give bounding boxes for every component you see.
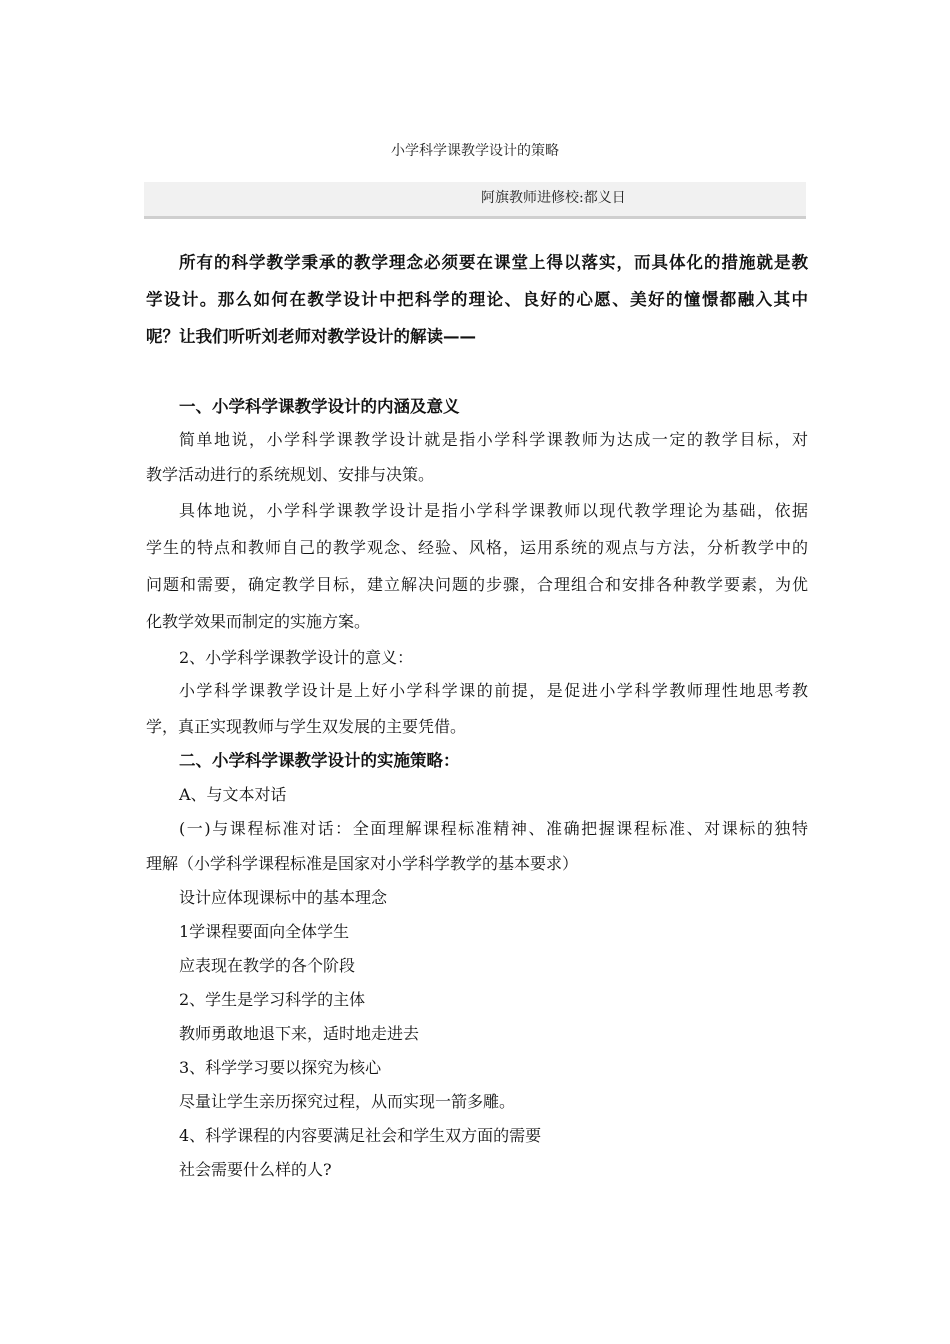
document-title: 小学科学课教学设计的策略 <box>391 143 559 159</box>
section2-heading: 二、小学科学课教学设计的实施策略： <box>179 751 460 770</box>
section2-item: 社会需要什么样的人? <box>179 1160 332 1179</box>
intro-line: 呢？让我们听听刘老师对教学设计的解读—— <box>146 327 476 346</box>
section2-para1-line: (一)与课程标准对话：全面理解课程标准精神、准确把握课程标准、对课标的独特 <box>179 819 808 838</box>
intro-line: 所有的科学教学秉承的教学理念必须要在课堂上得以落实，而具体化的措施就是教 <box>179 253 808 272</box>
section2-item: 教师勇敢地退下来，适时地走进去 <box>179 1024 420 1043</box>
section1-para2-line: 问题和需要，确定教学目标，建立解决问题的步骤，合理组合和安排各种教学要素，为优 <box>146 575 808 594</box>
section2-item: 4、科学课程的内容要满足社会和学生双方面的需要 <box>179 1126 542 1145</box>
author-line: 阿旗教师进修校:都义日 <box>481 190 626 206</box>
section2-item: 尽量让学生亲历探究过程，从而实现一箭多雕。 <box>179 1092 516 1111</box>
section2-para1-line: 理解（小学科学课程标准是国家对小学科学教学的基本要求） <box>146 854 579 873</box>
section1-para2-line: 化教学效果而制定的实施方案。 <box>146 612 371 631</box>
section2-item: 1学课程要面向全体学生 <box>179 922 350 941</box>
section1-heading: 一、小学科学课教学设计的内涵及意义 <box>179 397 460 416</box>
section1-para3-line: 小学科学课教学设计是上好小学科学课的前提，是促进小学科学教师理性地思考教 <box>179 681 808 700</box>
section1-para2-line: 具体地说，小学科学课教学设计是指小学科学课教师以现代教学理论为基础，依据 <box>179 501 808 520</box>
section2-a-heading: A、与文本对话 <box>179 785 287 804</box>
intro-line: 学设计。那么如何在教学设计中把科学的理论、良好的心愿、美好的憧憬都融入其中 <box>146 290 808 309</box>
section2-item: 2、学生是学习科学的主体 <box>179 990 366 1009</box>
section1-sub2-heading: 2、小学科学课教学设计的意义： <box>179 648 414 667</box>
section2-item: 设计应体现课标中的基本理念 <box>179 888 388 907</box>
author-bar <box>144 182 806 219</box>
section1-para2-line: 学生的特点和教师自己的教学观念、经验、风格，运用系统的观点与方法，分析教学中的 <box>146 538 808 557</box>
section1-para1-line: 教学活动进行的系统规划、安排与决策。 <box>146 465 435 484</box>
section1-para3-line: 学，真正实现教师与学生双发展的主要凭借。 <box>146 717 467 736</box>
section2-item: 应表现在教学的各个阶段 <box>179 956 356 975</box>
section2-item: 3、科学学习要以探究为核心 <box>179 1058 382 1077</box>
section1-para1-line: 简单地说，小学科学课教学设计就是指小学科学课教师为达成一定的教学目标，对 <box>179 430 808 449</box>
